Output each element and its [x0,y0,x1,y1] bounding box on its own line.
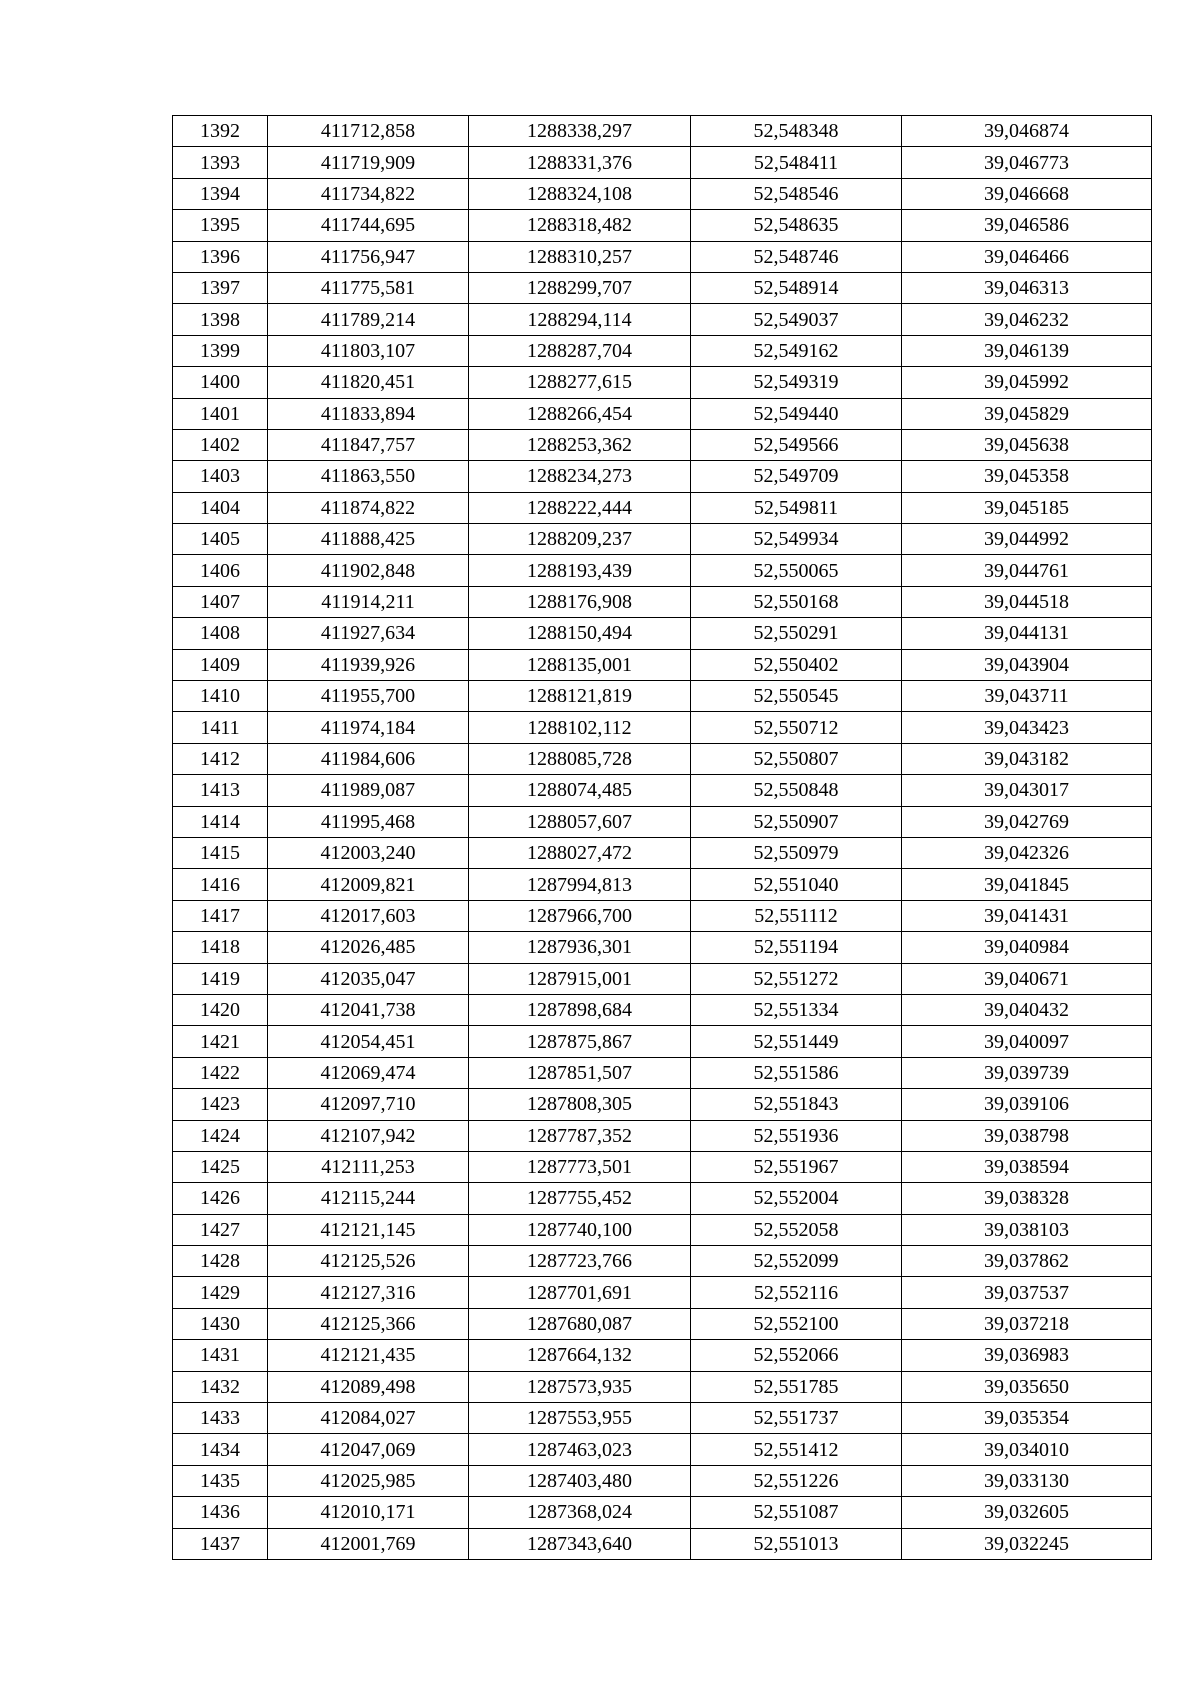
table-row [173,775,1152,806]
latitude-cell: 52,552058 [691,1214,902,1245]
y-coordinate-cell: 1287966,700 [469,900,691,931]
point-number-cell: 1399 [173,335,268,366]
table-row [173,837,1152,868]
point-number-cell: 1412 [173,743,268,774]
x-coordinate-cell: 411939,926 [268,649,469,680]
y-coordinate-cell: 1287343,640 [469,1528,691,1559]
y-coordinate-cell: 1287787,352 [469,1120,691,1151]
longitude-cell: 39,046874 [902,116,1152,147]
y-coordinate-cell: 1288085,728 [469,743,691,774]
latitude-cell: 52,551013 [691,1528,902,1559]
table-row [173,555,1152,586]
point-number-cell: 1435 [173,1465,268,1496]
y-coordinate-cell: 1288266,454 [469,398,691,429]
point-number-cell: 1402 [173,429,268,460]
x-coordinate-cell: 412003,240 [268,837,469,868]
x-coordinate-cell: 411955,700 [268,681,469,712]
table-row [173,1497,1152,1528]
y-coordinate-cell: 1288234,273 [469,461,691,492]
table-row [173,932,1152,963]
point-number-cell: 1434 [173,1434,268,1465]
latitude-cell: 52,551272 [691,963,902,994]
longitude-cell: 39,040671 [902,963,1152,994]
point-number-cell: 1416 [173,869,268,900]
latitude-cell: 52,552099 [691,1246,902,1277]
latitude-cell: 52,550168 [691,586,902,617]
latitude-cell: 52,550807 [691,743,902,774]
latitude-cell: 52,551334 [691,994,902,1025]
y-coordinate-cell: 1287680,087 [469,1308,691,1339]
x-coordinate-cell: 412041,738 [268,994,469,1025]
latitude-cell: 52,550979 [691,837,902,868]
table-row [173,1465,1152,1496]
table-row [173,1528,1152,1559]
y-coordinate-cell: 1287808,305 [469,1089,691,1120]
x-coordinate-cell: 411888,425 [268,524,469,555]
longitude-cell: 39,037218 [902,1308,1152,1339]
point-number-cell: 1408 [173,618,268,649]
point-number-cell: 1431 [173,1340,268,1371]
y-coordinate-cell: 1288102,112 [469,712,691,743]
table-row [173,681,1152,712]
x-coordinate-cell: 411984,606 [268,743,469,774]
longitude-cell: 39,038328 [902,1183,1152,1214]
x-coordinate-cell: 411847,757 [268,429,469,460]
latitude-cell: 52,551040 [691,869,902,900]
table-row [173,178,1152,209]
longitude-cell: 39,045829 [902,398,1152,429]
x-coordinate-cell: 411820,451 [268,367,469,398]
x-coordinate-cell: 412017,603 [268,900,469,931]
y-coordinate-cell: 1287773,501 [469,1151,691,1182]
y-coordinate-cell: 1287898,684 [469,994,691,1025]
x-coordinate-cell: 411989,087 [268,775,469,806]
x-coordinate-cell: 411863,550 [268,461,469,492]
y-coordinate-cell: 1287723,766 [469,1246,691,1277]
x-coordinate-cell: 411902,848 [268,555,469,586]
x-coordinate-cell: 411803,107 [268,335,469,366]
latitude-cell: 52,551967 [691,1151,902,1182]
y-coordinate-cell: 1288193,439 [469,555,691,586]
point-number-cell: 1392 [173,116,268,147]
x-coordinate-cell: 412026,485 [268,932,469,963]
longitude-cell: 39,032605 [902,1497,1152,1528]
latitude-cell: 52,551226 [691,1465,902,1496]
point-number-cell: 1404 [173,492,268,523]
longitude-cell: 39,042326 [902,837,1152,868]
y-coordinate-cell: 1287573,935 [469,1371,691,1402]
table-row [173,1340,1152,1371]
coordinates-table-body [173,116,1152,1560]
y-coordinate-cell: 1288121,819 [469,681,691,712]
table-row [173,429,1152,460]
longitude-cell: 39,039739 [902,1057,1152,1088]
point-number-cell: 1436 [173,1497,268,1528]
latitude-cell: 52,549709 [691,461,902,492]
y-coordinate-cell: 1288338,297 [469,116,691,147]
longitude-cell: 39,046139 [902,335,1152,366]
y-coordinate-cell: 1288209,237 [469,524,691,555]
point-number-cell: 1411 [173,712,268,743]
point-number-cell: 1428 [173,1246,268,1277]
point-number-cell: 1418 [173,932,268,963]
latitude-cell: 52,551449 [691,1026,902,1057]
point-number-cell: 1430 [173,1308,268,1339]
table-row [173,712,1152,743]
y-coordinate-cell: 1288310,257 [469,241,691,272]
point-number-cell: 1409 [173,649,268,680]
latitude-cell: 52,549934 [691,524,902,555]
x-coordinate-cell: 412069,474 [268,1057,469,1088]
x-coordinate-cell: 412121,145 [268,1214,469,1245]
table-row [173,524,1152,555]
longitude-cell: 39,037537 [902,1277,1152,1308]
y-coordinate-cell: 1287851,507 [469,1057,691,1088]
table-row [173,869,1152,900]
table-row [173,367,1152,398]
longitude-cell: 39,038594 [902,1151,1152,1182]
y-coordinate-cell: 1288277,615 [469,367,691,398]
y-coordinate-cell: 1288027,472 [469,837,691,868]
table-row [173,210,1152,241]
point-number-cell: 1413 [173,775,268,806]
longitude-cell: 39,046313 [902,272,1152,303]
x-coordinate-cell: 412097,710 [268,1089,469,1120]
longitude-cell: 39,046466 [902,241,1152,272]
latitude-cell: 52,549440 [691,398,902,429]
latitude-cell: 52,549566 [691,429,902,460]
x-coordinate-cell: 412089,498 [268,1371,469,1402]
latitude-cell: 52,548914 [691,272,902,303]
point-number-cell: 1396 [173,241,268,272]
point-number-cell: 1419 [173,963,268,994]
longitude-cell: 39,036983 [902,1340,1152,1371]
longitude-cell: 39,041431 [902,900,1152,931]
point-number-cell: 1427 [173,1214,268,1245]
y-coordinate-cell: 1288318,482 [469,210,691,241]
point-number-cell: 1417 [173,900,268,931]
y-coordinate-cell: 1288324,108 [469,178,691,209]
point-number-cell: 1415 [173,837,268,868]
latitude-cell: 52,548411 [691,147,902,178]
latitude-cell: 52,551112 [691,900,902,931]
latitude-cell: 52,552066 [691,1340,902,1371]
table-row [173,461,1152,492]
longitude-cell: 39,034010 [902,1434,1152,1465]
latitude-cell: 52,551936 [691,1120,902,1151]
x-coordinate-cell: 412111,253 [268,1151,469,1182]
table-row [173,1214,1152,1245]
table-row [173,649,1152,680]
x-coordinate-cell: 411914,211 [268,586,469,617]
point-number-cell: 1394 [173,178,268,209]
x-coordinate-cell: 411756,947 [268,241,469,272]
longitude-cell: 39,046773 [902,147,1152,178]
point-number-cell: 1433 [173,1403,268,1434]
x-coordinate-cell: 412121,435 [268,1340,469,1371]
latitude-cell: 52,552116 [691,1277,902,1308]
latitude-cell: 52,550712 [691,712,902,743]
point-number-cell: 1410 [173,681,268,712]
point-number-cell: 1425 [173,1151,268,1182]
table-row [173,1403,1152,1434]
longitude-cell: 39,038798 [902,1120,1152,1151]
table-row [173,1434,1152,1465]
x-coordinate-cell: 411712,858 [268,116,469,147]
table-row [173,304,1152,335]
longitude-cell: 39,040097 [902,1026,1152,1057]
x-coordinate-cell: 411833,894 [268,398,469,429]
table-row [173,335,1152,366]
latitude-cell: 52,552004 [691,1183,902,1214]
point-number-cell: 1423 [173,1089,268,1120]
table-row [173,618,1152,649]
x-coordinate-cell: 412010,171 [268,1497,469,1528]
y-coordinate-cell: 1288135,001 [469,649,691,680]
table-row [173,743,1152,774]
table-row [173,1183,1152,1214]
table-row [173,994,1152,1025]
point-number-cell: 1401 [173,398,268,429]
x-coordinate-cell: 412115,244 [268,1183,469,1214]
longitude-cell: 39,040432 [902,994,1152,1025]
x-coordinate-cell: 411974,184 [268,712,469,743]
point-number-cell: 1421 [173,1026,268,1057]
table-row [173,1026,1152,1057]
longitude-cell: 39,042769 [902,806,1152,837]
point-number-cell: 1397 [173,272,268,303]
x-coordinate-cell: 412025,985 [268,1465,469,1496]
point-number-cell: 1407 [173,586,268,617]
x-coordinate-cell: 412127,316 [268,1277,469,1308]
table-row [173,586,1152,617]
point-number-cell: 1406 [173,555,268,586]
y-coordinate-cell: 1288299,707 [469,272,691,303]
longitude-cell: 39,046232 [902,304,1152,335]
longitude-cell: 39,045358 [902,461,1152,492]
table-row [173,963,1152,994]
point-number-cell: 1420 [173,994,268,1025]
y-coordinate-cell: 1287368,024 [469,1497,691,1528]
longitude-cell: 39,046668 [902,178,1152,209]
table-row [173,492,1152,523]
longitude-cell: 39,043182 [902,743,1152,774]
table-row [173,1308,1152,1339]
point-number-cell: 1424 [173,1120,268,1151]
y-coordinate-cell: 1287463,023 [469,1434,691,1465]
y-coordinate-cell: 1287403,480 [469,1465,691,1496]
latitude-cell: 52,550291 [691,618,902,649]
latitude-cell: 52,551737 [691,1403,902,1434]
longitude-cell: 39,046586 [902,210,1152,241]
x-coordinate-cell: 412047,069 [268,1434,469,1465]
table-row [173,900,1152,931]
latitude-cell: 52,548348 [691,116,902,147]
y-coordinate-cell: 1288294,114 [469,304,691,335]
latitude-cell: 52,552100 [691,1308,902,1339]
longitude-cell: 39,045638 [902,429,1152,460]
y-coordinate-cell: 1287915,001 [469,963,691,994]
latitude-cell: 52,549811 [691,492,902,523]
x-coordinate-cell: 412107,942 [268,1120,469,1151]
point-number-cell: 1426 [173,1183,268,1214]
longitude-cell: 39,032245 [902,1528,1152,1559]
table-row [173,1277,1152,1308]
x-coordinate-cell: 412125,526 [268,1246,469,1277]
x-coordinate-cell: 411775,581 [268,272,469,303]
latitude-cell: 52,551785 [691,1371,902,1402]
x-coordinate-cell: 411995,468 [268,806,469,837]
latitude-cell: 52,551087 [691,1497,902,1528]
latitude-cell: 52,548546 [691,178,902,209]
point-number-cell: 1405 [173,524,268,555]
latitude-cell: 52,549037 [691,304,902,335]
latitude-cell: 52,550402 [691,649,902,680]
y-coordinate-cell: 1287875,867 [469,1026,691,1057]
coordinates-table [172,115,1152,1560]
point-number-cell: 1422 [173,1057,268,1088]
x-coordinate-cell: 412084,027 [268,1403,469,1434]
table-row [173,272,1152,303]
y-coordinate-cell: 1288150,494 [469,618,691,649]
longitude-cell: 39,043423 [902,712,1152,743]
longitude-cell: 39,044131 [902,618,1152,649]
table-row [173,806,1152,837]
latitude-cell: 52,548635 [691,210,902,241]
latitude-cell: 52,549319 [691,367,902,398]
latitude-cell: 52,548746 [691,241,902,272]
x-coordinate-cell: 412009,821 [268,869,469,900]
y-coordinate-cell: 1287664,132 [469,1340,691,1371]
longitude-cell: 39,045185 [902,492,1152,523]
y-coordinate-cell: 1287994,813 [469,869,691,900]
latitude-cell: 52,550907 [691,806,902,837]
latitude-cell: 52,551412 [691,1434,902,1465]
point-number-cell: 1403 [173,461,268,492]
x-coordinate-cell: 412001,769 [268,1528,469,1559]
table-row [173,241,1152,272]
y-coordinate-cell: 1288222,444 [469,492,691,523]
latitude-cell: 52,551843 [691,1089,902,1120]
x-coordinate-cell: 412125,366 [268,1308,469,1339]
longitude-cell: 39,044761 [902,555,1152,586]
latitude-cell: 52,549162 [691,335,902,366]
longitude-cell: 39,045992 [902,367,1152,398]
x-coordinate-cell: 411789,214 [268,304,469,335]
table-row [173,1057,1152,1088]
longitude-cell: 39,035650 [902,1371,1152,1402]
latitude-cell: 52,551586 [691,1057,902,1088]
longitude-cell: 39,043711 [902,681,1152,712]
x-coordinate-cell: 412035,047 [268,963,469,994]
latitude-cell: 52,550545 [691,681,902,712]
point-number-cell: 1429 [173,1277,268,1308]
x-coordinate-cell: 411744,695 [268,210,469,241]
point-number-cell: 1437 [173,1528,268,1559]
longitude-cell: 39,033130 [902,1465,1152,1496]
table-row [173,1246,1152,1277]
longitude-cell: 39,043904 [902,649,1152,680]
longitude-cell: 39,041845 [902,869,1152,900]
table-row [173,1089,1152,1120]
y-coordinate-cell: 1287936,301 [469,932,691,963]
y-coordinate-cell: 1288331,376 [469,147,691,178]
latitude-cell: 52,550065 [691,555,902,586]
x-coordinate-cell: 411874,822 [268,492,469,523]
table-row [173,1151,1152,1182]
point-number-cell: 1398 [173,304,268,335]
y-coordinate-cell: 1287740,100 [469,1214,691,1245]
x-coordinate-cell: 411719,909 [268,147,469,178]
table-row [173,1120,1152,1151]
x-coordinate-cell: 411734,822 [268,178,469,209]
y-coordinate-cell: 1288287,704 [469,335,691,366]
table-row [173,1371,1152,1402]
x-coordinate-cell: 412054,451 [268,1026,469,1057]
latitude-cell: 52,550848 [691,775,902,806]
y-coordinate-cell: 1287553,955 [469,1403,691,1434]
x-coordinate-cell: 411927,634 [268,618,469,649]
point-number-cell: 1432 [173,1371,268,1402]
longitude-cell: 39,043017 [902,775,1152,806]
point-number-cell: 1414 [173,806,268,837]
y-coordinate-cell: 1287701,691 [469,1277,691,1308]
y-coordinate-cell: 1287755,452 [469,1183,691,1214]
table-row [173,116,1152,147]
y-coordinate-cell: 1288057,607 [469,806,691,837]
latitude-cell: 52,551194 [691,932,902,963]
longitude-cell: 39,037862 [902,1246,1152,1277]
y-coordinate-cell: 1288253,362 [469,429,691,460]
longitude-cell: 39,035354 [902,1403,1152,1434]
longitude-cell: 39,039106 [902,1089,1152,1120]
point-number-cell: 1393 [173,147,268,178]
point-number-cell: 1400 [173,367,268,398]
point-number-cell: 1395 [173,210,268,241]
y-coordinate-cell: 1288074,485 [469,775,691,806]
longitude-cell: 39,040984 [902,932,1152,963]
longitude-cell: 39,044992 [902,524,1152,555]
y-coordinate-cell: 1288176,908 [469,586,691,617]
longitude-cell: 39,038103 [902,1214,1152,1245]
table-row [173,398,1152,429]
table-row [173,147,1152,178]
longitude-cell: 39,044518 [902,586,1152,617]
